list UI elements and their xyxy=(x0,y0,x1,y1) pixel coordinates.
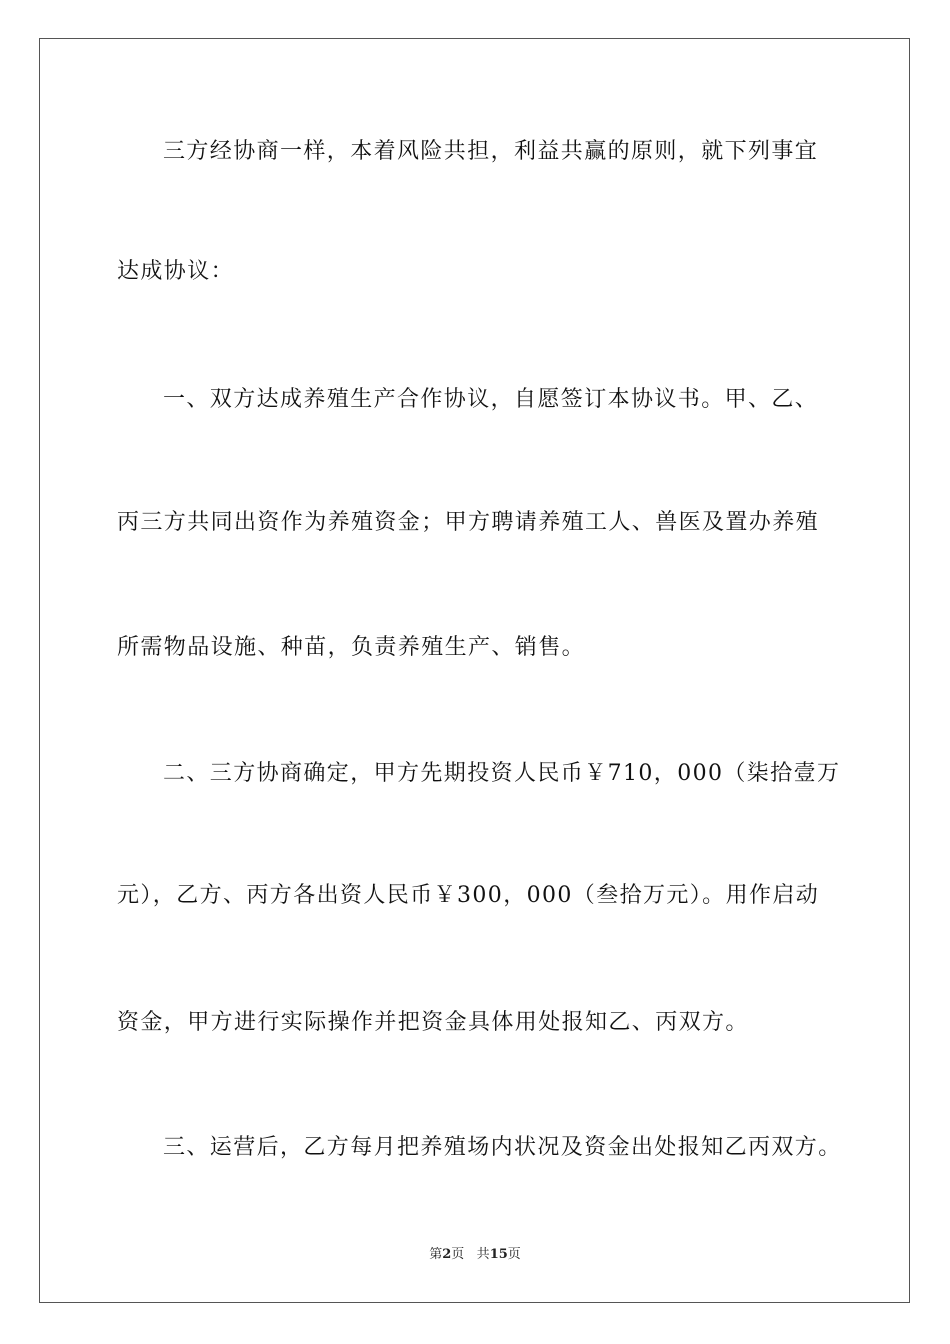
page-border xyxy=(39,38,910,1303)
paragraph-line: 三方经协商一样，本着风险共担，利益共赢的原则，就下列事宜 xyxy=(163,139,819,164)
paragraph-line: 三、运营后，乙方每月把养殖场内状况及资金出处报知乙丙双方。 xyxy=(163,1135,842,1160)
paragraph-line: 所需物品设施、种苗，负责养殖生产、销售。 xyxy=(117,635,586,660)
paragraph-line: 元），乙方、丙方各出资人民币￥300，000（叁拾万元）。用作启动 xyxy=(117,883,820,908)
footer-total-unit: 页 xyxy=(507,1247,521,1262)
page-footer xyxy=(0,1246,950,1264)
footer-total-prefix: 共 xyxy=(476,1247,490,1262)
footer-page-unit: 页 xyxy=(451,1247,465,1262)
paragraph-line: 二、三方协商确定，甲方先期投资人民币￥710，000（柒拾壹万 xyxy=(163,761,841,786)
paragraph-line: 丙三方共同出资作为养殖资金；甲方聘请养殖工人、兽医及置办养殖 xyxy=(117,510,820,535)
paragraph-line: 资金，甲方进行实际操作并把资金具体用处报知乙、丙双方。 xyxy=(117,1010,749,1035)
footer-total-pages: 15 xyxy=(489,1247,508,1262)
paragraph-line: 一、双方达成养殖生产合作协议，自愿签订本协议书。甲、乙、 xyxy=(163,387,819,412)
paragraph-line: 达成协议： xyxy=(117,259,235,284)
footer-page-number: 2 xyxy=(442,1247,452,1262)
footer-page-prefix: 第 xyxy=(429,1247,443,1262)
